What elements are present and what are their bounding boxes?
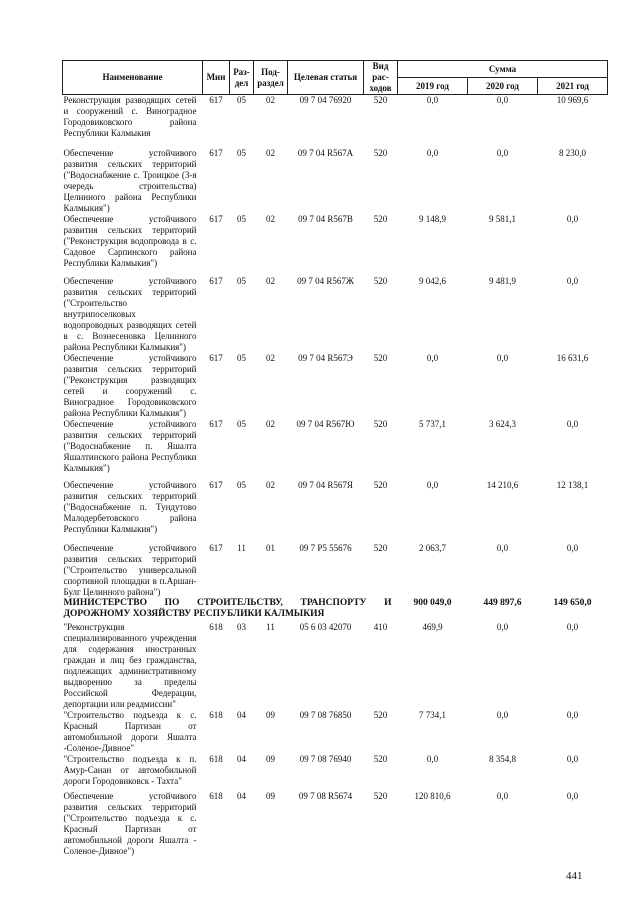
ministry-row xyxy=(63,598,608,622)
row-sum-2021: 0,0 xyxy=(566,418,579,429)
row-name: Обеспечение устойчивого развития сельских территорий ("Строительство подъезда к с. Красный Партизан от автомобильной дороги Яшалта - Соленое-Дивное") xyxy=(63,790,197,856)
table-row xyxy=(63,754,608,791)
row-razdel: 05 xyxy=(237,95,246,105)
row-sum-2021: 0,0 xyxy=(566,213,579,224)
row-sum-2020: 0,0 xyxy=(496,95,509,105)
row-sum-2020: 0,0 xyxy=(496,790,509,801)
row-target: 09 7 08 76850 xyxy=(299,709,352,720)
row-sum-2021: 16 631,6 xyxy=(556,352,589,363)
row-target: 09 7 08 R5674 xyxy=(298,790,353,801)
row-vid: 520 xyxy=(373,352,388,363)
row-min: 617 xyxy=(209,542,223,553)
table-row xyxy=(63,791,608,857)
row-target: 05 6 03 42070 xyxy=(299,621,352,632)
table-row xyxy=(63,622,608,710)
budget-table xyxy=(62,60,608,857)
row-sum-2020: 9 481,9 xyxy=(489,275,516,286)
row-razdel: 05 xyxy=(237,418,246,429)
ministry-sum-2019: 900 049,0 xyxy=(413,597,452,608)
row-name: "Строительство подъезда к п. Амур-Санан от автомобильной дороги Городовиковск - Тахта" xyxy=(63,753,197,786)
header-razdel: Раз-дел xyxy=(230,61,254,95)
row-sum-2021: 0,0 xyxy=(566,621,579,632)
row-razdel: 04 xyxy=(237,709,246,720)
row-podrazdel: 09 xyxy=(266,709,275,720)
header-2021: 2021 год xyxy=(538,78,608,95)
row-podrazdel: 02 xyxy=(266,352,275,363)
header-2019: 2019 год xyxy=(398,78,468,95)
table-row xyxy=(63,95,608,148)
row-target: 09 7 P5 55676 xyxy=(299,542,352,553)
row-sum-2020: 0,0 xyxy=(496,621,509,632)
row-target: 09 7 04 R567Я xyxy=(298,479,353,490)
row-vid: 520 xyxy=(373,275,388,286)
row-podrazdel: 02 xyxy=(266,479,275,490)
row-podrazdel: 11 xyxy=(266,621,275,632)
row-sum-2021: 0,0 xyxy=(566,753,579,764)
row-vid: 410 xyxy=(373,621,388,632)
table-row xyxy=(63,480,608,543)
row-sum-2021: 12 138,1 xyxy=(556,479,589,490)
ministry-sum-2021: 149 650,0 xyxy=(553,597,592,608)
row-sum-2020: 3 624,3 xyxy=(489,418,516,429)
row-razdel: 05 xyxy=(237,147,246,158)
row-podrazdel: 02 xyxy=(266,418,275,429)
row-min: 618 xyxy=(209,621,223,632)
budget-table-container xyxy=(62,60,607,857)
row-min: 617 xyxy=(209,213,223,224)
row-min: 617 xyxy=(209,479,223,490)
table-row xyxy=(63,353,608,419)
row-podrazdel: 02 xyxy=(266,213,275,224)
header-2020: 2020 год xyxy=(468,78,538,95)
row-name: Обеспечение устойчивого развития сельских территорий ("Водоснабжение п. Яшалта Яшалтинского района Республики Калмыкия") xyxy=(63,418,197,473)
table-body xyxy=(63,95,608,857)
row-target: 09 7 04 76920 xyxy=(299,95,352,105)
row-name: Обеспечение устойчивого развития сельских территорий ("Строительство внутрипоселковых водопроводных разводящих сетей в с. Вознесеновка Целинного района Республики Калмыкия") xyxy=(63,275,197,352)
row-name: "Реконструкция специализированного учреждения для содержания иностранных граждан и лиц без гражданства, подлежащих административному выдворению за пределы Российской Федерации, депортации или реадмиссии" xyxy=(63,621,197,709)
row-sum-2020: 9 581,1 xyxy=(489,213,516,224)
row-sum-2019: 0,0 xyxy=(426,95,439,105)
row-min: 618 xyxy=(209,753,223,764)
row-name: "Строительство подъезда к с. Красный Партизан от автомобильной дороги Яшалта -Соленое-Дивное" xyxy=(63,709,197,753)
row-target: 09 7 04 R567Э xyxy=(298,352,353,363)
row-vid: 520 xyxy=(373,479,388,490)
row-vid: 520 xyxy=(373,790,388,801)
row-vid: 520 xyxy=(373,709,388,720)
row-target: 09 7 08 76940 xyxy=(299,753,352,764)
row-sum-2020: 0,0 xyxy=(496,709,509,720)
row-name: Обеспечение устойчивого развития сельских территорий ("Реконструкция водопровода в с. Садовое Сарпинского района Республики Калмыкия") xyxy=(63,213,197,268)
row-sum-2021: 0,0 xyxy=(566,709,579,720)
row-razdel: 05 xyxy=(237,275,246,286)
row-sum-2019: 0,0 xyxy=(426,352,439,363)
row-vid: 520 xyxy=(373,418,388,429)
row-sum-2019: 469,9 xyxy=(422,621,443,632)
row-sum-2020: 0,0 xyxy=(496,352,509,363)
row-sum-2020: 14 210,6 xyxy=(486,479,519,490)
row-name: Реконструкция разводящих сетей и сооружений с. Виноградное Городовиковского района Республики Калмыкия xyxy=(63,95,197,138)
table-row xyxy=(63,419,608,480)
row-sum-2021: 10 969,6 xyxy=(556,95,589,105)
row-podrazdel: 09 xyxy=(266,790,275,801)
row-razdel: 04 xyxy=(237,753,246,764)
row-target: 09 7 04 R567Ж xyxy=(297,275,354,286)
header-min: Мин xyxy=(203,61,230,95)
table-row xyxy=(63,276,608,353)
row-min: 617 xyxy=(209,275,223,286)
row-sum-2019: 0,0 xyxy=(426,479,439,490)
header-podrazdel: Под-раздел xyxy=(254,61,288,95)
row-sum-2020: 0,0 xyxy=(496,542,509,553)
row-name: Обеспечение устойчивого развития сельских территорий ("Строительство универсальной спортивной площадки в п.Аршан-Булг Целинного района") xyxy=(63,542,197,597)
row-podrazdel: 01 xyxy=(266,542,275,553)
table-row xyxy=(63,148,608,214)
table-row xyxy=(63,710,608,754)
row-vid: 520 xyxy=(373,753,388,764)
header-target: Целевая статья xyxy=(288,61,364,95)
row-sum-2021: 0,0 xyxy=(566,542,579,553)
row-razdel: 04 xyxy=(237,790,246,801)
row-sum-2019: 2 063,7 xyxy=(419,542,446,553)
row-sum-2019: 0,0 xyxy=(426,147,439,158)
row-podrazdel: 02 xyxy=(266,147,275,158)
page-number: 441 xyxy=(566,870,583,882)
ministry-sum-2020: 449 897,6 xyxy=(483,597,522,608)
row-podrazdel: 02 xyxy=(266,275,275,286)
table-row xyxy=(63,214,608,276)
row-vid: 520 xyxy=(373,147,388,158)
row-min: 617 xyxy=(209,95,223,105)
row-sum-2019: 120 810,6 xyxy=(414,790,451,801)
row-sum-2021: 8 230,0 xyxy=(559,147,587,158)
row-razdel: 05 xyxy=(237,479,246,490)
row-sum-2019: 9 148,9 xyxy=(419,213,446,224)
row-sum-2021: 0,0 xyxy=(566,790,579,801)
table-header xyxy=(63,61,608,95)
row-min: 617 xyxy=(209,352,223,363)
row-vid: 520 xyxy=(373,542,388,553)
row-min: 618 xyxy=(209,790,223,801)
row-name: Обеспечение устойчивого развития сельских территорий ("Реконструкция разводящих сетей и сооружений с. Виноградное Городовиковского района Республики Калмыкия") xyxy=(63,352,197,418)
row-razdel: 11 xyxy=(237,542,246,553)
ministry-name: МИНИСТЕРСТВО ПО СТРОИТЕЛЬСТВУ, ТРАНСПОРТУ И ДОРОЖНОМУ ХОЗЯЙСТВУ РЕСПУБЛИКИ КАЛМЫКИЯ xyxy=(63,597,392,619)
table-row xyxy=(63,543,608,598)
row-min: 617 xyxy=(209,147,223,158)
header-vid: Вид рас-ходов xyxy=(364,61,398,95)
row-razdel: 05 xyxy=(237,352,246,363)
row-name: Обеспечение устойчивого развития сельских территорий ("Водоснабжение с. Троицкое (3-я очередь строительства) Целинного района Республики Калмыкия") xyxy=(63,147,197,213)
row-min: 618 xyxy=(209,709,223,720)
row-sum-2019: 9 042,6 xyxy=(419,275,446,286)
header-name: Наименование xyxy=(63,61,203,95)
row-podrazdel: 02 xyxy=(266,95,275,105)
header-sum: Сумма xyxy=(398,61,608,78)
row-razdel: 03 xyxy=(237,621,246,632)
row-target: 09 7 04 R567В xyxy=(298,213,353,224)
row-min: 617 xyxy=(209,418,223,429)
row-vid: 520 xyxy=(373,213,388,224)
row-sum-2019: 5 737,1 xyxy=(419,418,446,429)
row-podrazdel: 09 xyxy=(266,753,275,764)
row-sum-2020: 0,0 xyxy=(496,147,509,158)
row-razdel: 05 xyxy=(237,213,246,224)
row-vid: 520 xyxy=(373,95,388,105)
row-sum-2021: 0,0 xyxy=(566,275,579,286)
row-sum-2019: 0,0 xyxy=(426,753,439,764)
row-name: Обеспечение устойчивого развития сельских территорий ("Водоснабжение п. Тундутово Малодербетовского района Республики Калмыкия") xyxy=(63,479,197,534)
row-target: 09 7 04 R567А xyxy=(297,147,354,158)
row-sum-2019: 7 734,1 xyxy=(419,709,446,720)
row-sum-2020: 8 354,8 xyxy=(489,753,516,764)
row-target: 09 7 04 R567Ю xyxy=(296,418,355,429)
